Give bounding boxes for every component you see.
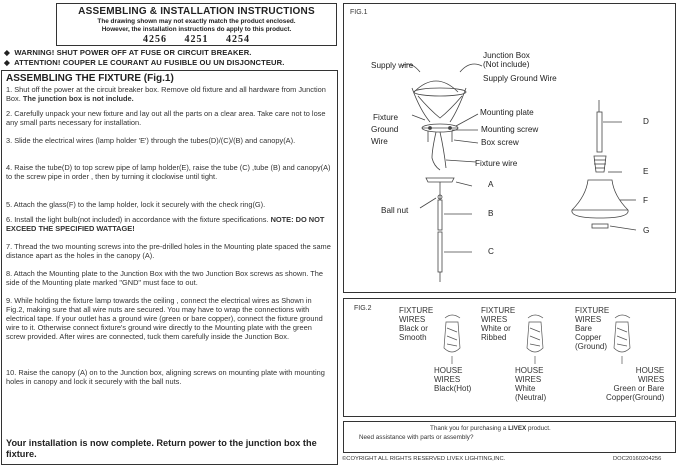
house-wires-title: HOUSE [635,366,665,375]
step-text: 1. Shut off the power at the circuit breaker box. Remove old fixture and all hardware from Junction Box. [6,85,326,103]
assembly-title: ASSEMBLING THE FIXTURE (Fig.1) [6,73,174,84]
step-8 [6,269,332,296]
label-wire: Wire [371,137,388,146]
label-mounting-plate: Mounting plate [480,108,534,117]
house-wires-title: HOUSE [515,366,544,375]
model-numbers [56,34,337,45]
step-10 [6,368,332,395]
warning-text: WARNING! SHUT POWER OFF AT FUSE OR CIRCUIT BREAKER. [14,48,252,57]
fixture-wire-desc: Copper [575,333,602,342]
warning-english [4,48,252,57]
fixture-wires-col2 [481,306,515,342]
fig1-box [343,3,676,293]
label-not-include: (Not include) [483,60,530,69]
step-1 [6,85,332,109]
thanks-prefix: Thank you for purchasing a [430,425,509,432]
house-wires-title: HOUSE [434,366,463,375]
header-subtitle-2: However, the installation instructions do apply to this product. [101,26,292,33]
model-number: 4251 [184,34,209,45]
fixture-wire-desc: Ribbed [481,333,507,342]
fixture-wires-title: FIXTURE [399,306,434,315]
step-text: 10. Raise the canopy (A) on to the Junction box, aligning screws on mounting plate with mounting holes in canopy and lock it securely with the ball nuts. [6,368,325,386]
diamond-icon: ◆ [4,48,10,57]
fixture-wires-col1 [399,306,433,342]
step-text: 8. Attach the Mounting plate to the Junction Box with the two Junction Box screws as shown. The side of the Mounting plate marked "GND" must face to out. [6,269,324,287]
fixture-wire-desc: Bare [575,324,592,333]
label-fixture-wire: Fixture wire [475,159,518,168]
copyright-text: ©COYRIGHT ALL RIGHTS RESERVED LIVEX LIGHTING,INC. [342,456,506,462]
fig1-label: FIG.1 [350,9,368,16]
label-ball-nut: Ball nut [381,206,409,215]
step-4 [6,163,332,200]
label-part-d: D [643,117,649,126]
label-ground: Ground [371,125,399,134]
step-text: 5. Attach the glass(F) to the lamp holder, lock it securely with the check ring(G). [6,200,266,209]
label-fixture: Fixture [373,113,399,122]
warning-french [4,58,284,67]
house-wires-sub: WIRES [515,375,542,384]
header-subtitle-1: The drawing shown may not exactly match the product enclosed. [97,18,296,25]
step-note: The junction box is not include. [22,94,134,103]
fixture-wires-sub: WIRES [399,315,426,324]
house-wire-desc: White [515,384,536,393]
label-supply-ground-wire: Supply Ground Wire [483,74,557,83]
label-mounting-screw: Mounting screw [481,125,539,134]
help-text: Need assistance with parts or assembly? [359,434,474,441]
label-part-b: B [488,209,494,218]
step-6 [6,215,332,242]
house-wires-sub: WIRES [434,375,461,384]
step-text: 9. While holding the fixture lamp towards the ceiling , connect the electrical wires as Shown in Fig.2, making sure that all wire nuts are secured. You may have to wrap the connections with electrical tape. If your outlet has a ground wire (green or bare copper), connect the fixture ground wire to it. Otherwise connect fixture's ground wire directly to the Mounting plate with the green screw provided. After wires are connected, tuck them carefully inside the Junction Box. [6,296,323,341]
fig2-label: FIG.2 [354,305,372,312]
step-text: 7. Thread the two mounting screws into the pre-drilled holes in the Mounting plate spaced the same distance apart as the holes in the canopy (A). [6,242,331,260]
label-supply-wire: Supply wire [371,61,414,70]
fixture-wires-title: FIXTURE [481,306,516,315]
label-part-a: A [488,180,494,189]
step-2 [6,109,332,136]
fixture-wire-desc: (Ground) [575,342,608,351]
step-note: NOTE: DO NOT EXCEED THE SPECIFIED WATTAGE! [6,215,325,233]
fixture-wires-title: FIXTURE [575,306,610,315]
fixture-wires-sub: WIRES [481,315,508,324]
step-7 [6,242,332,269]
fixture-wire-desc: Smooth [399,333,427,342]
label-part-g: G [643,226,650,235]
header-title: ASSEMBLING & INSTALLATION INSTRUCTIONS [78,6,315,17]
house-wire-desc: Green or Bare [613,384,665,393]
thanks-suffix: product. [526,425,551,432]
step-text: 6. Install the light bulb(not included) in accordance with the fixture specifications. [6,215,271,224]
house-wires-sub: WIRES [638,375,665,384]
thanks-text [430,425,551,432]
label-part-c: C [488,247,494,256]
house-wire-desc: Black(Hot) [434,384,472,393]
fixture-wire-desc: White or [481,324,511,333]
label-part-e: E [643,167,649,176]
step-3 [6,136,332,163]
warning-text: ATTENTION! COUPER LE COURANT AU FUSIBLE OU UN DISJONCTEUR. [14,58,285,67]
model-number: 4254 [226,34,250,45]
step-text: 3. Slide the electrical wires (lamp holder 'E') through the tubes(D)/(C)/(B) and canopy(A). [6,136,296,145]
step-9 [6,296,332,368]
brand-name: LIVEX [508,425,527,432]
step-5 [6,200,332,215]
house-wire-desc: Copper(Ground) [606,393,665,402]
house-wires-col2 [515,366,546,402]
house-wires-col1 [434,366,471,393]
house-wire-desc: (Neutral) [515,393,547,402]
diamond-icon: ◆ [4,58,10,67]
doc-number: DOC20160204256 [613,456,662,462]
fixture-wire-desc: Black or [399,324,428,333]
completion-note: Your installation is now complete. Return power to the junction box the fixture. [6,438,317,459]
label-part-f: F [643,196,649,205]
model-number: 4256 [143,34,167,45]
fixture-wires-sub: WIRES [575,315,602,324]
step-text: 2. Carefully unpack your new fixture and lay out all the parts on a clear area. Take care not to lose any small parts necessary for installation. [6,109,326,127]
step-text: 4. Raise the tube(D) to top screw pipe of lamp holder(E), raise the tube (C) ,tube (B) and canopy(A) to the screw pipe in order , then by turning it clockwise until tight. [6,163,331,181]
house-wires-col3 [606,366,664,402]
label-junction-box: Junction Box [483,51,530,60]
label-box-screw: Box screw [481,138,519,147]
fixture-wires-col3 [575,306,609,351]
steps-list [6,85,332,395]
